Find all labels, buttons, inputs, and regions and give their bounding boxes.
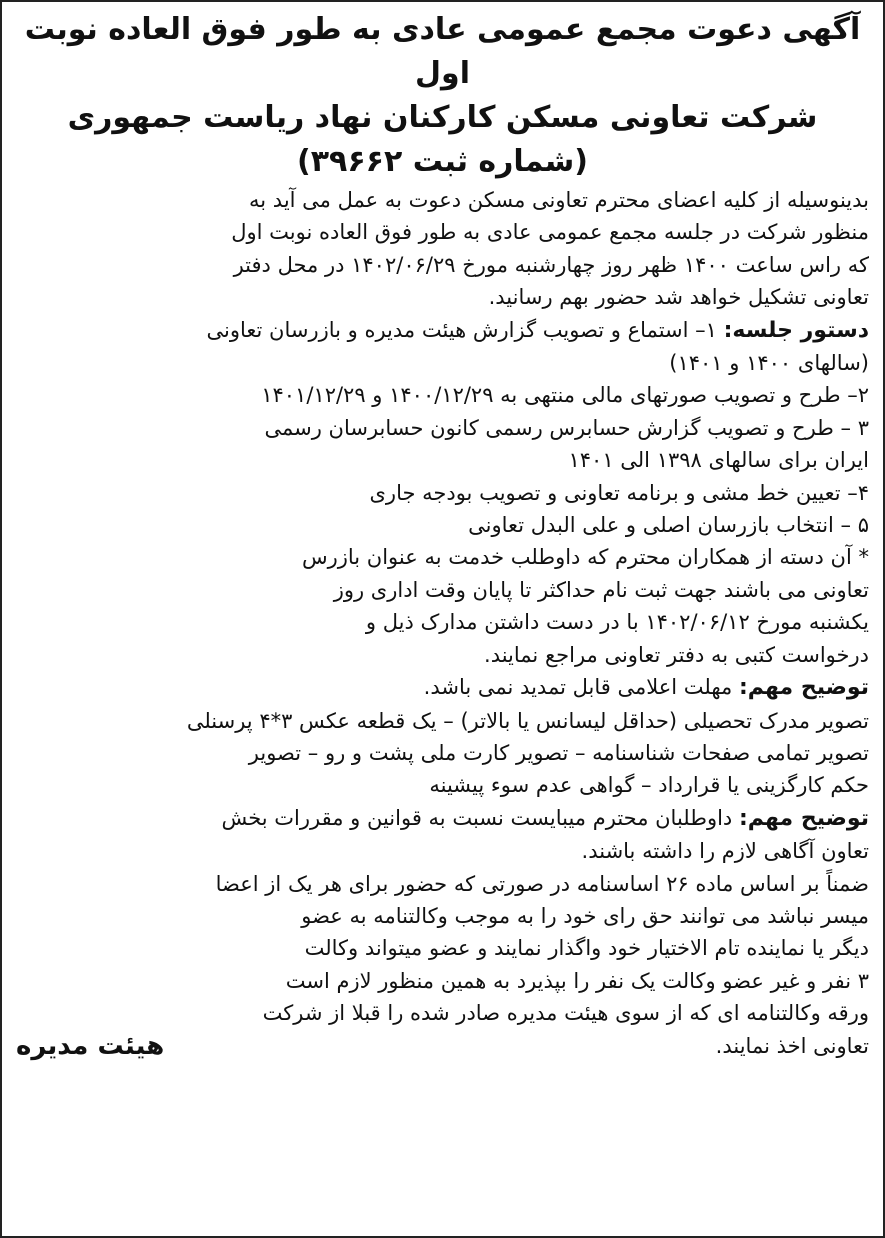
proxy-line: ۳ نفر و غیر عضو وکالت یک نفر را بپذیرد به همین منظور لازم است xyxy=(285,968,869,993)
proxy-line: دیگر یا نماینده تام الاختیار خود واگذار نمایند و عضو میتواند وکالت xyxy=(304,936,869,961)
inspectors-line: درخواست کتبی به دفتر تعاونی مراجع نمایند. xyxy=(484,642,869,667)
intro-line: که راس ساعت ۱۴۰۰ ظهر روز چهارشنبه مورخ ۱۴۰۲/۰۶/۲۹ در محل دفتر xyxy=(233,252,869,277)
note-1-label: توضیح مهم: xyxy=(738,675,869,701)
inspectors-line: تعاونی می باشند جهت ثبت نام حداکثر تا پایان وقت اداری روز xyxy=(333,577,869,602)
note-2-line xyxy=(16,802,869,835)
documents-line: تصویر تمامی صفحات شناسنامه – تصویر کارت ملی پشت و رو – تصویر xyxy=(248,740,869,765)
agenda-section xyxy=(16,314,869,542)
note-1-line xyxy=(16,671,869,704)
note-2 xyxy=(16,802,869,868)
inspectors-line: * آن دسته از همکاران محترم که داوطلب خدمت به عنوان بازرس xyxy=(301,545,869,570)
agenda-item-3-cont: ایران برای سالهای ۱۳۹۸ الی ۱۴۰۱ xyxy=(568,448,869,473)
intro-line: بدینوسیله از کلیه اعضای محترم تعاونی مسکن دعوت به عمل می آید به xyxy=(249,188,869,212)
agenda-item-3: ۳ – طرح و تصویب گزارش حسابرس رسمی کانون حسابرسان رسمی xyxy=(264,415,869,440)
proxy-paragraph xyxy=(16,868,869,1030)
title-line-1: آگهی دعوت مجمع عمومی عادی به طور فوق العاده نوبت اول xyxy=(24,12,861,91)
agenda-item-5: ۵ – انتخاب بازرسان اصلی و علی البدل تعاونی xyxy=(468,513,869,538)
agenda-label: دستور جلسه: xyxy=(723,317,869,343)
agenda-item-4: ۴– تعیین خط مشی و برنامه تعاونی و تصویب بودجه جاری xyxy=(369,480,869,505)
inspectors-paragraph xyxy=(16,541,869,671)
title-line-2: شرکت تعاونی مسکن کارکنان نهاد ریاست جمهوری xyxy=(67,100,818,135)
intro-paragraph xyxy=(16,184,869,314)
agenda-item-1 xyxy=(16,314,869,347)
proxy-line: ورقه وکالتنامه ای که از سوی هیئت مدیره صادر شده را قبلا از شرکت xyxy=(262,1001,869,1026)
note-1-text: مهلت اعلامی قابل تمدید نمی باشد. xyxy=(423,675,733,700)
signature: هیئت مدیره xyxy=(16,1030,165,1061)
proxy-line: ضمناً بر اساس ماده ۲۶ اساسنامه در صورتی که حضور برای هر یک از اعضا xyxy=(215,871,869,896)
agenda-item-1-text: ۱– استماع و تصویب گزارش هیئت مدیره و بازرسان تعاونی xyxy=(206,317,717,342)
proxy-line: میسر نباشد می توانند حق رای خود را به موجب وکالتنامه به عضو xyxy=(301,903,869,928)
agenda-item-2: ۲– طرح و تصویب صورتهای مالی منتهی به ۱۴۰۰/۱۲/۲۹ و ۱۴۰۱/۱۲/۲۹ xyxy=(261,383,869,408)
note-2-cont: تعاون آگاهی لازم را داشته باشند. xyxy=(581,839,869,864)
agenda-item-1-cont: (سالهای ۱۴۰۰ و ۱۴۰۱) xyxy=(669,351,869,376)
note-2-label: توضیح مهم: xyxy=(738,805,869,831)
title-line-3: (شماره ثبت ۳۹۶۶۲) xyxy=(296,144,588,179)
note-1 xyxy=(16,671,869,704)
note-2-text: داوطلبان محترم میبایست نسبت به قوانین و مقررات بخش xyxy=(221,805,733,830)
intro-line: منظور شرکت در جلسه مجمع عمومی عادی به طور فوق العاده نوبت اول xyxy=(231,220,869,245)
documents-list xyxy=(16,705,869,802)
inspectors-line: یکشنبه مورخ ۱۴۰۲/۰۶/۱۲ با در دست داشتن مدارک ذیل و xyxy=(365,610,869,635)
closing-row xyxy=(16,1030,869,1062)
documents-line: حکم کارگزینی یا قرارداد – گواهی عدم سوء پیشینه xyxy=(429,773,869,798)
intro-line: تعاونی تشکیل خواهد شد حضور بهم رسانید. xyxy=(488,285,869,310)
documents-line: تصویر مدرک تحصیلی (حداقل لیسانس یا بالاتر) – یک قطعه عکس ۳*۴ پرسنلی xyxy=(186,708,869,733)
closing-line: تعاونی اخذ نمایند. xyxy=(715,1033,869,1058)
